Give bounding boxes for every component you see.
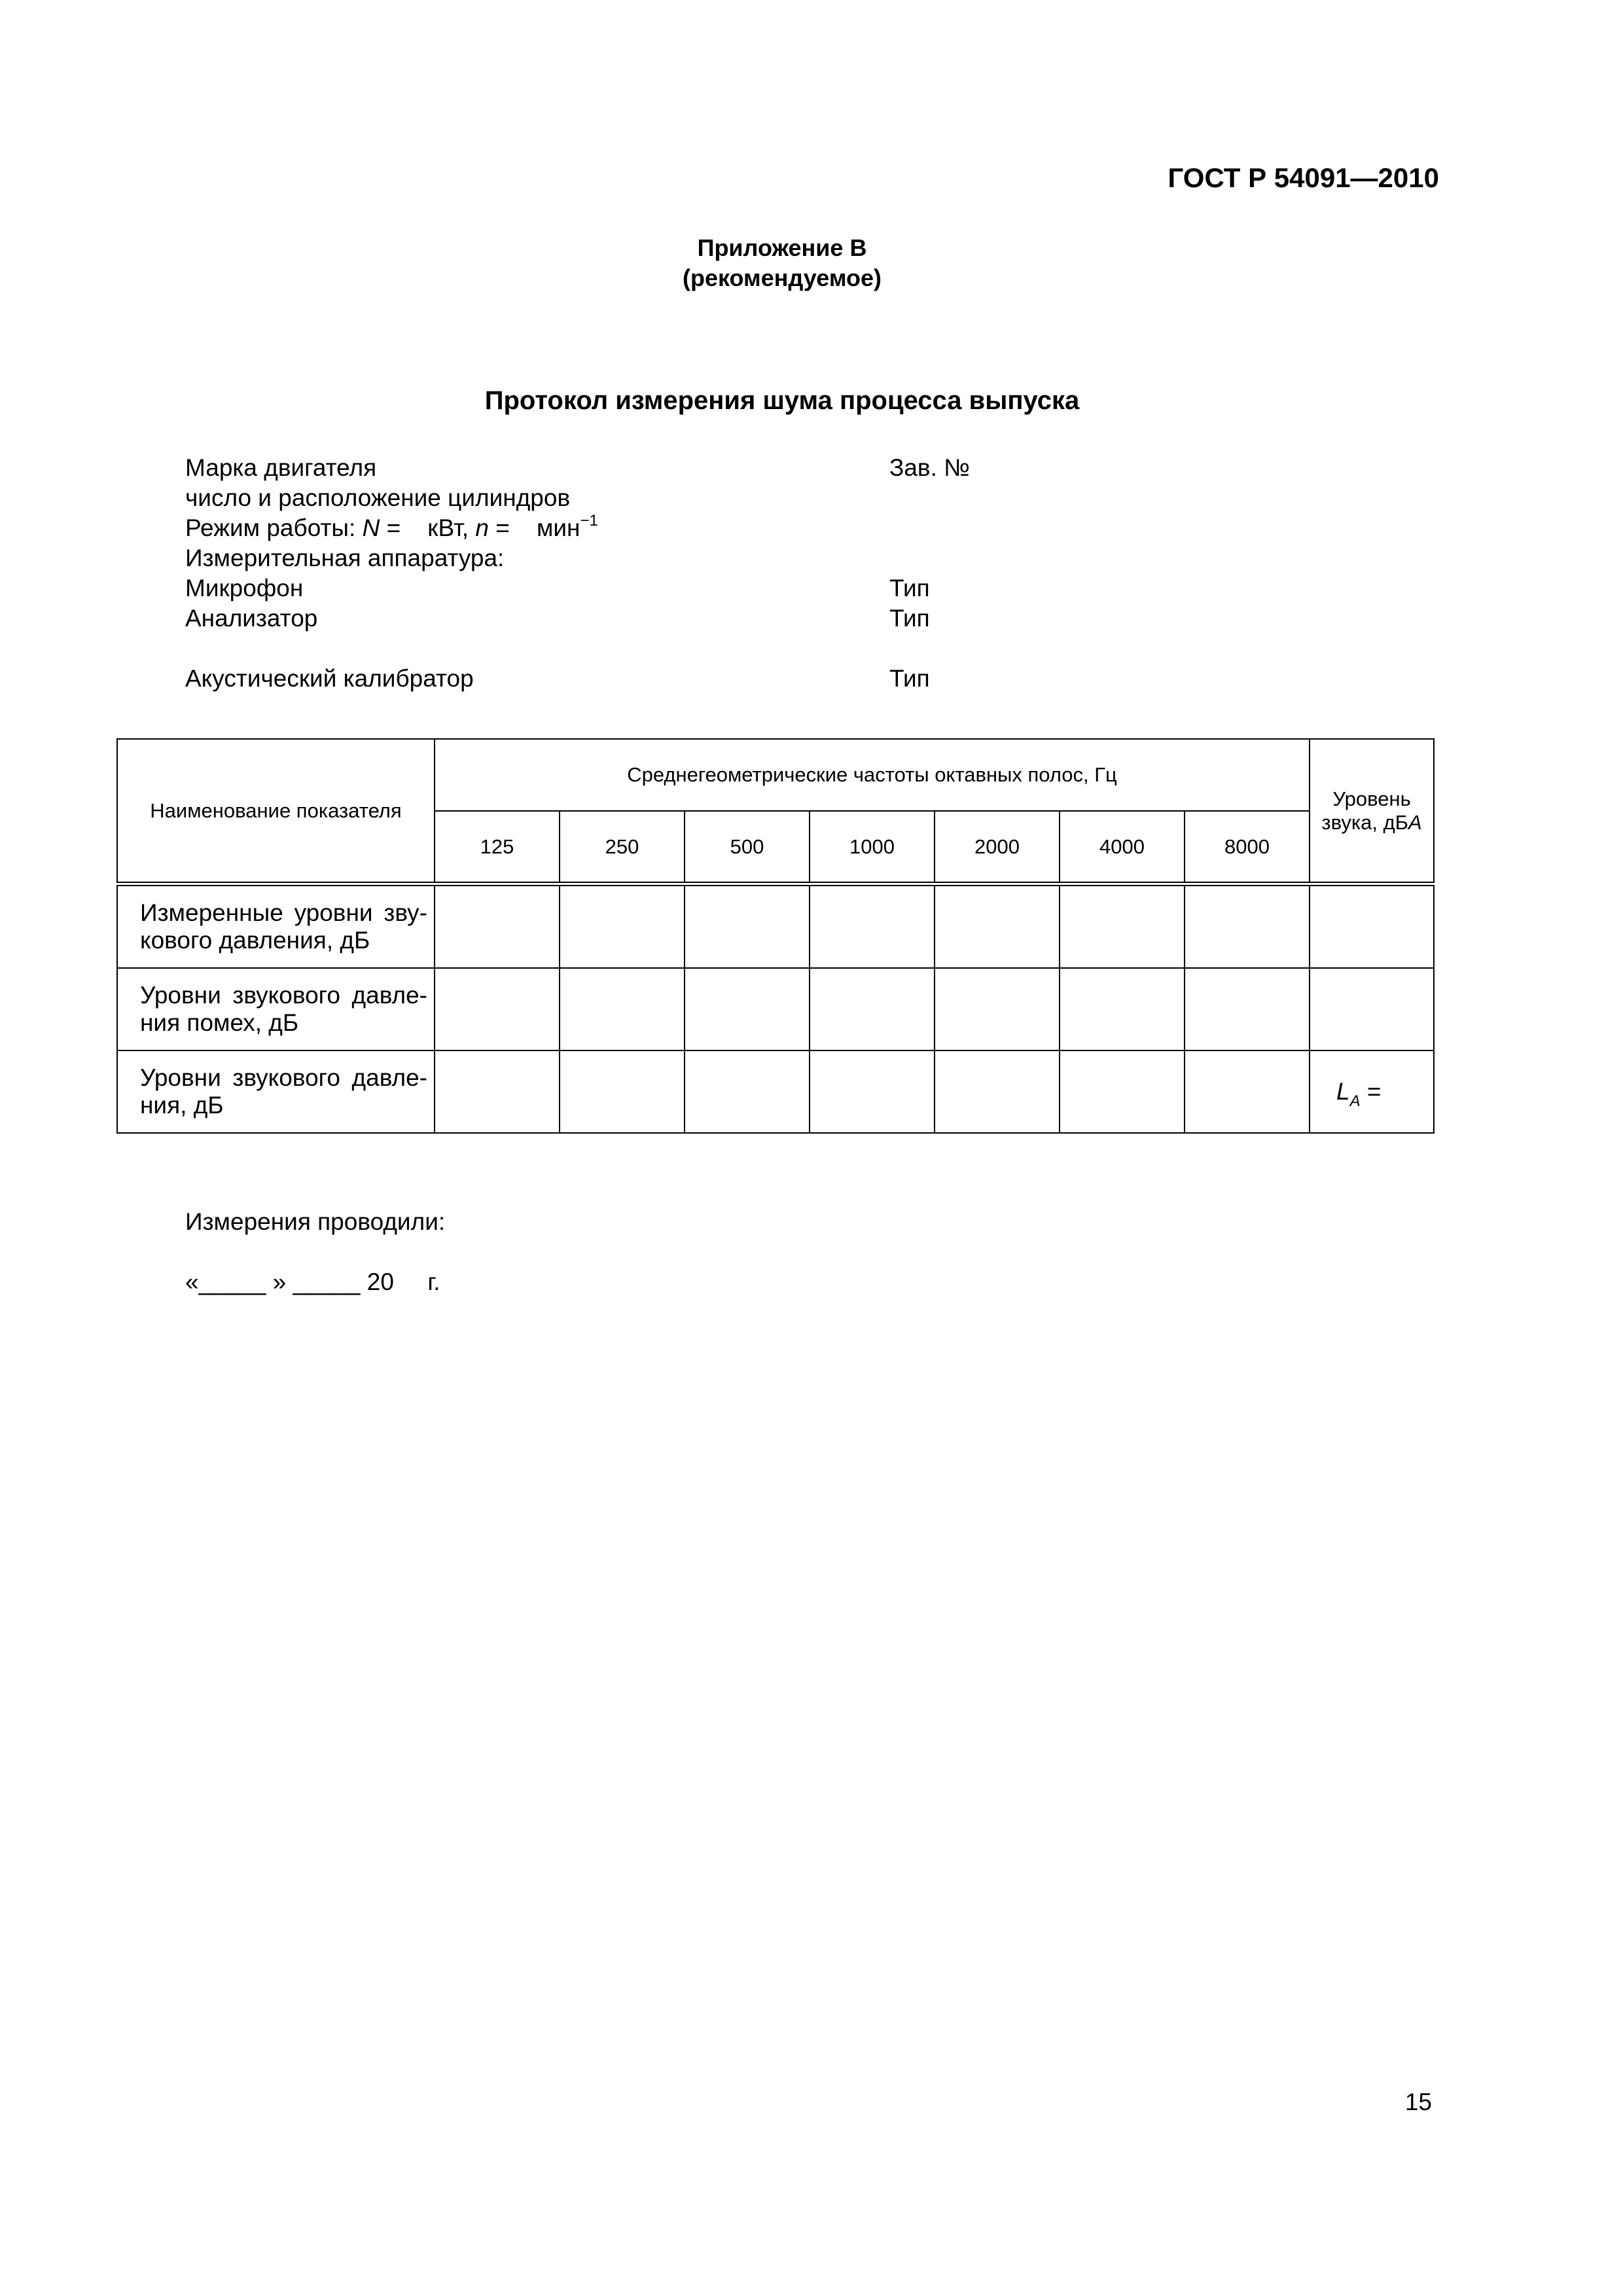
empty-cell: [935, 968, 1060, 1050]
table-row: [117, 1050, 1434, 1133]
power-unit: = кВт,: [380, 514, 476, 541]
sound-level-head-line1: Уровень: [1332, 787, 1411, 810]
empty-cell: [685, 1050, 810, 1133]
engine-brand-label: Марка двигателя: [185, 454, 377, 481]
empty-cell: [935, 1050, 1060, 1133]
empty-cell: [810, 884, 935, 968]
empty-cell: [1310, 968, 1434, 1050]
table-row: [117, 968, 1434, 1050]
analyzer-label: Анализатор: [185, 605, 318, 632]
calibrator-label: Акустический калибратор: [185, 665, 474, 692]
serial-number-label: Зав. №: [889, 454, 970, 481]
freq-cell: 2000: [935, 811, 1060, 884]
measurement-table: [116, 738, 1435, 1134]
microphone-row: [185, 573, 1363, 603]
speed-symbol: n: [475, 514, 489, 541]
analyzer-row: [185, 603, 1363, 634]
empty-cell: [560, 884, 685, 968]
empty-cell: [1185, 1050, 1310, 1133]
row-label-background: Уровни звукового давле-ния помех, дБ: [117, 968, 435, 1050]
freq-cell: 250: [560, 811, 685, 884]
calibrator-row: [185, 664, 1363, 694]
empty-cell: [1060, 968, 1185, 1050]
analyzer-type-label: Тип: [889, 605, 930, 632]
la-symbol: L: [1336, 1077, 1350, 1105]
empty-cell: [810, 1050, 935, 1133]
appendix-status: (рекомендуемое): [683, 264, 882, 291]
microphone-type-label: Тип: [889, 575, 930, 601]
empty-cell: [560, 968, 685, 1050]
freq-cell: 125: [435, 811, 560, 884]
empty-cell: [935, 884, 1060, 968]
row-label-measured: Измеренные уровни зву-кового давления, дБ: [117, 884, 435, 968]
conducted-by-label: Измерения проводили:: [185, 1208, 446, 1235]
freq-cell: 4000: [1060, 811, 1185, 884]
header-frequency-group: Среднегеометрические частоты октавных полос, Гц: [435, 739, 1310, 811]
la-cell: [1310, 1050, 1434, 1133]
empty-cell: [435, 968, 560, 1050]
empty-cell: [1185, 884, 1310, 968]
speed-exponent: −1: [580, 512, 598, 529]
row-label-corrected: Уровни звукового давле-ния, дБ: [117, 1050, 435, 1133]
engine-brand-row: [185, 453, 1363, 483]
power-symbol: N: [362, 514, 380, 541]
freq-cell: 500: [685, 811, 810, 884]
date-line: «_____ » _____ 20 г.: [185, 1268, 440, 1295]
speed-unit: = мин: [488, 514, 580, 541]
freq-cell: 8000: [1185, 811, 1310, 884]
empty-cell: [560, 1050, 685, 1133]
document-code: ГОСТ Р 54091—2010: [1168, 162, 1439, 193]
header-indicator-name: Наименование показателя: [117, 739, 435, 884]
cylinders-row: [185, 483, 1363, 513]
empty-cell: [435, 1050, 560, 1133]
protocol-title: Протокол измерения шума процесса выпуска: [484, 386, 1080, 415]
cylinders-label: число и расположение цилиндров: [185, 484, 571, 511]
header-sound-level: [1310, 739, 1434, 884]
freq-cell: 1000: [810, 811, 935, 884]
la-subscript: A: [1349, 1092, 1361, 1110]
empty-cell: [685, 968, 810, 1050]
appendix-title: Приложение В: [697, 234, 867, 261]
la-equals: =: [1360, 1077, 1382, 1105]
operating-mode-row: [185, 513, 1363, 543]
apparatus-row: [185, 543, 1363, 573]
empty-cell: [685, 884, 810, 968]
mode-prefix: Режим работы:: [185, 514, 363, 541]
apparatus-label: Измерительная аппаратура:: [185, 545, 505, 571]
empty-cell: [1310, 884, 1434, 968]
microphone-label: Микрофон: [185, 575, 304, 601]
empty-cell: [810, 968, 935, 1050]
empty-cell: [1185, 968, 1310, 1050]
table-row: [117, 884, 1434, 968]
empty-cell: [1060, 884, 1185, 968]
sound-level-head-line2: звука, дБ: [1321, 810, 1409, 834]
sound-level-head-unit: A: [1408, 810, 1422, 834]
empty-cell: [435, 884, 560, 968]
page-number: 15: [1404, 2089, 1432, 2115]
empty-cell: [1060, 1050, 1185, 1133]
calibrator-type-label: Тип: [889, 665, 930, 692]
